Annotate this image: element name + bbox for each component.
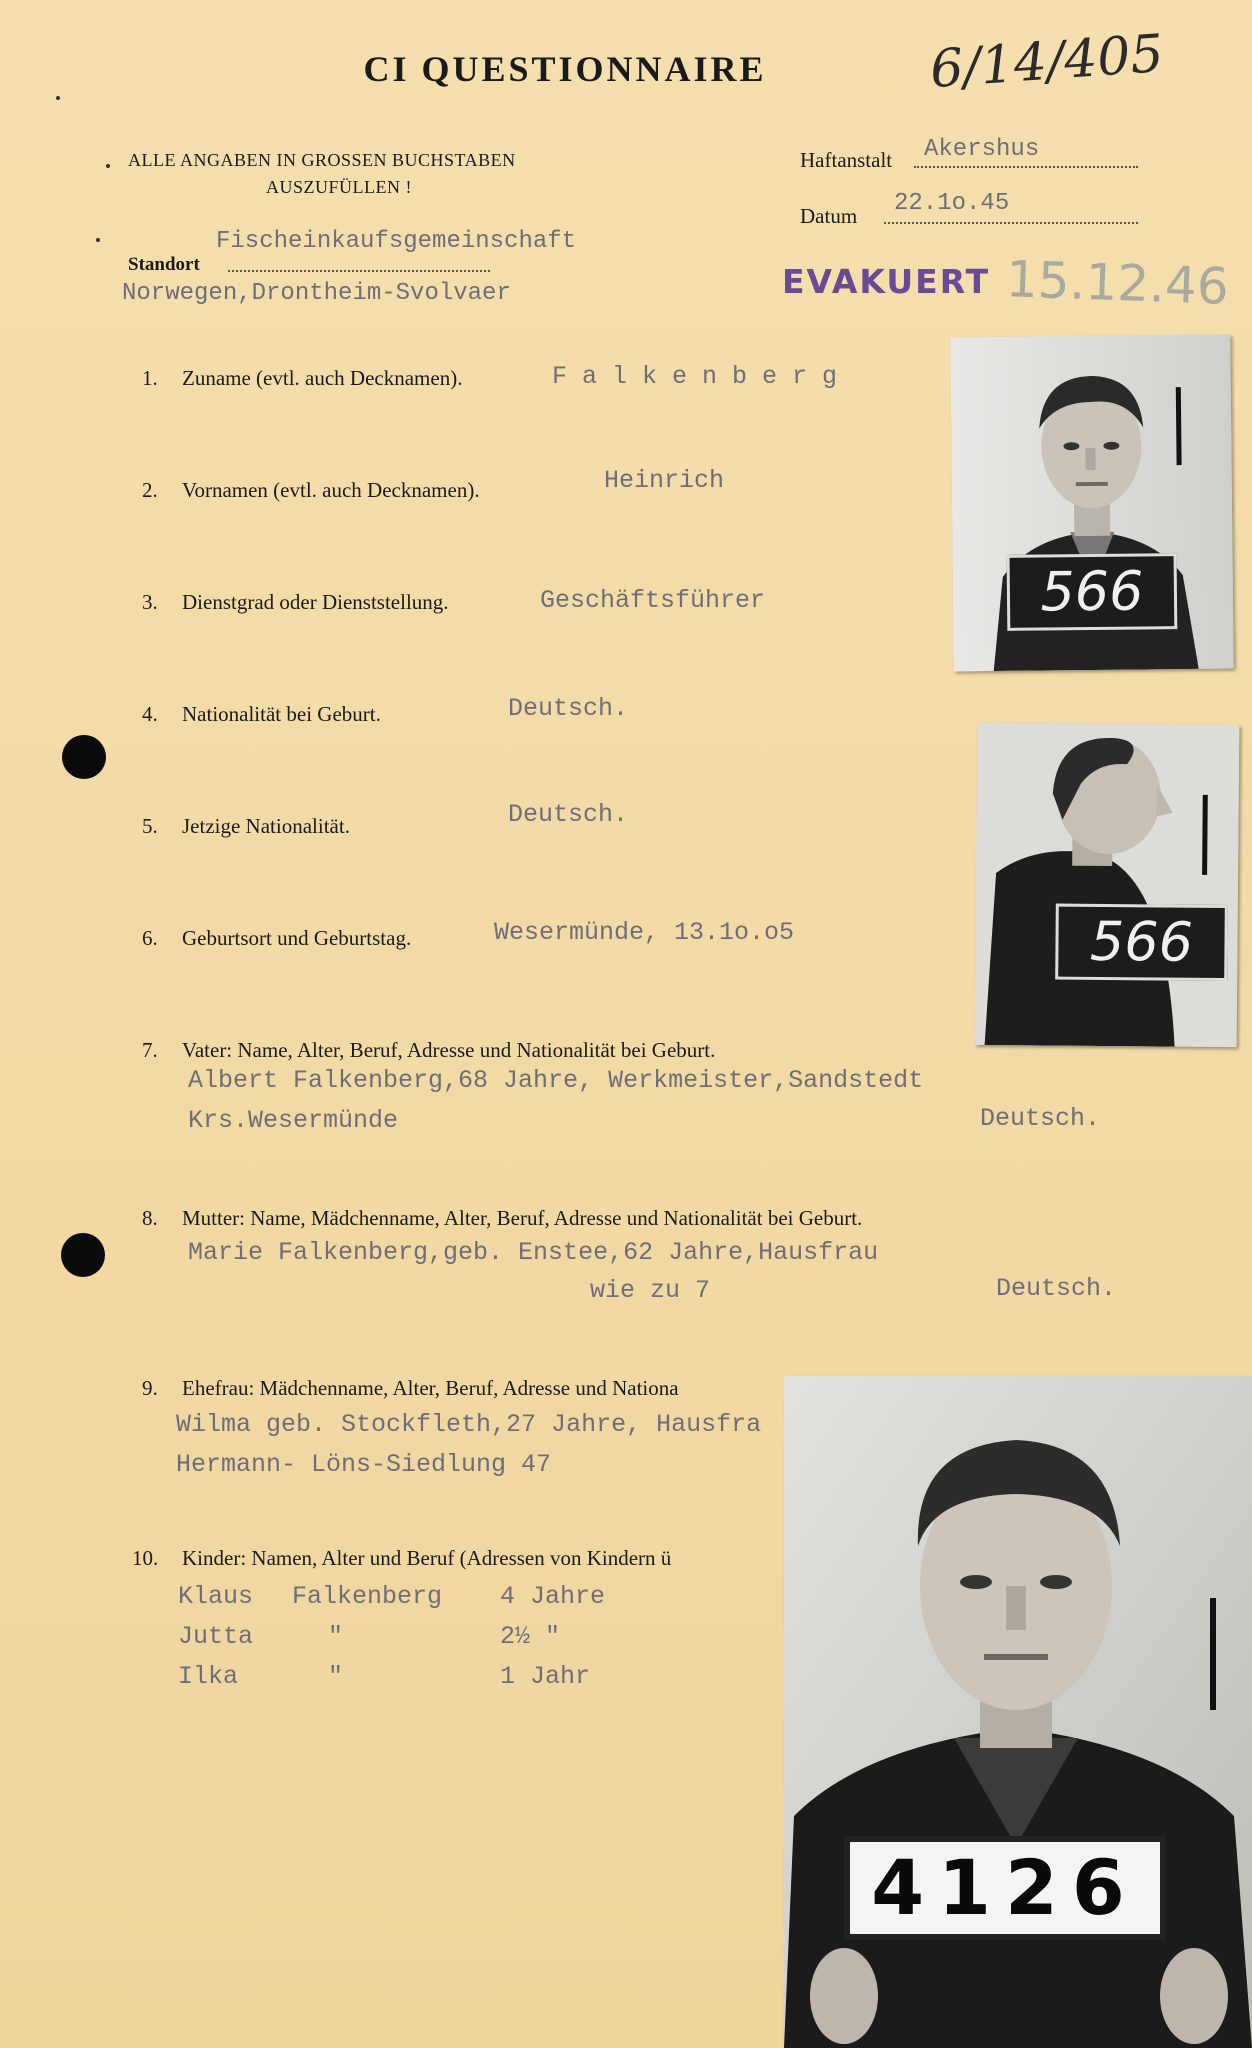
field-9-number: 9. <box>142 1376 158 1400</box>
field-6-value: Wesermünde, 13.1o.o5 <box>494 918 795 947</box>
field-9-line-2: Hermann- Löns-Siedlung 47 <box>176 1450 552 1479</box>
field-4-value: Deutsch. <box>508 694 629 723</box>
field-7-line-2: Krs.Wesermünde <box>188 1106 399 1135</box>
child-3-age: 1 Jahr <box>500 1662 591 1691</box>
field-1-value: F a l k e n b e r g <box>552 362 838 391</box>
page-title: CI QUESTIONNAIRE <box>363 49 767 89</box>
child-2-name: Jutta <box>178 1622 254 1651</box>
mugshot-front-number-plate: 566 <box>1007 553 1178 631</box>
mugshot-profile-number-plate: 566 <box>1055 904 1228 981</box>
child-3-surname: " <box>328 1662 344 1691</box>
field-8-label: Mutter: Name, Mädchenname, Alter, Beruf, Adresse und Nationalität bei Geburt. <box>182 1206 863 1230</box>
evakuert-stamp: EVAKUERT <box>782 262 991 301</box>
field-3-value: Geschäftsführer <box>540 586 766 615</box>
ink-speck <box>106 164 110 168</box>
child-3-name: Ilka <box>178 1662 239 1691</box>
haftanstalt-dotted-line <box>914 166 1138 168</box>
field-7-nationality: Deutsch. <box>980 1104 1101 1133</box>
field-10-label: Kinder: Namen, Alter und Beruf (Adressen von Kindern ü <box>182 1546 672 1570</box>
standort-value-line-1: Fischeinkaufsgemeinschaft <box>216 228 577 255</box>
field-9-label: Ehefrau: Mädchenname, Alter, Beruf, Adresse und Nationa <box>182 1376 679 1400</box>
field-8-line-1: Marie Falkenberg,geb. Enstee,62 Jahre,Hausfrau <box>188 1238 879 1267</box>
mugshot-large-number-plate: 4126 <box>844 1836 1166 1940</box>
field-3-number: 3. <box>142 590 158 614</box>
field-6-label: Geburtsort und Geburtstag. <box>182 926 412 950</box>
mugshot-large-photo <box>784 1376 1252 2048</box>
standort-dotted-line <box>228 270 490 272</box>
child-1-age: 4 Jahre <box>500 1582 606 1611</box>
field-2-number: 2. <box>142 478 158 502</box>
field-3-label: Dienstgrad oder Dienststellung. <box>182 590 449 614</box>
punch-hole <box>62 735 106 779</box>
mugshot-large-image <box>784 1376 1252 2048</box>
mugshot-profile-photo <box>975 723 1240 1047</box>
datum-label: Datum <box>800 204 858 228</box>
handwritten-stamp-date: 15.12.46 <box>1005 250 1230 316</box>
field-6-number: 6. <box>142 926 158 950</box>
field-4-label: Nationalität bei Geburt. <box>182 702 381 726</box>
field-8-nationality: Deutsch. <box>996 1274 1117 1303</box>
field-10-number: 10. <box>132 1546 159 1570</box>
standort-value-line-2: Norwegen,Drontheim-Svolvaer <box>122 280 511 307</box>
haftanstalt-value: Akershus <box>924 136 1040 163</box>
instruction-line-1: ALLE ANGABEN IN GROSSEN BUCHSTABEN <box>128 150 516 170</box>
field-7-line-1: Albert Falkenberg,68 Jahre, Werkmeister,Sandstedt <box>188 1066 924 1095</box>
field-7-number: 7. <box>142 1038 158 1062</box>
mugshot-front-photo <box>950 335 1233 672</box>
field-1-label: Zuname (evtl. auch Decknamen). <box>182 366 463 390</box>
mugshot-profile-image <box>975 723 1240 1047</box>
haftanstalt-label: Haftanstalt <box>800 148 893 172</box>
handwritten-serial: 6/14/405 <box>928 23 1166 101</box>
field-7-label: Vater: Name, Alter, Beruf, Adresse und Nationalität bei Geburt. <box>182 1038 716 1062</box>
standort-label: Standort <box>128 254 200 275</box>
child-2-surname: " <box>328 1622 344 1651</box>
ink-speck <box>96 238 100 242</box>
instruction-line-2: AUSZUFÜLLEN ! <box>266 177 412 197</box>
field-5-number: 5. <box>142 814 158 838</box>
field-2-value: Heinrich <box>604 466 725 495</box>
field-5-value: Deutsch. <box>508 800 629 829</box>
field-8-line-2: wie zu 7 <box>590 1276 711 1305</box>
field-4-number: 4. <box>142 702 158 726</box>
ink-speck <box>56 96 60 100</box>
field-2-label: Vornamen (evtl. auch Decknamen). <box>182 478 480 502</box>
field-1-number: 1. <box>142 366 158 390</box>
child-1-surname: Falkenberg <box>292 1582 443 1611</box>
child-2-age: 2½ " <box>500 1622 561 1651</box>
field-5-label: Jetzige Nationalität. <box>182 814 350 838</box>
field-9-line-1: Wilma geb. Stockfleth,27 Jahre, Hausfra <box>176 1410 762 1439</box>
datum-value: 22.1o.45 <box>894 190 1010 217</box>
field-8-number: 8. <box>142 1206 158 1230</box>
punch-hole <box>61 1233 105 1277</box>
child-1-name: Klaus <box>178 1582 254 1611</box>
datum-dotted-line <box>884 222 1138 224</box>
